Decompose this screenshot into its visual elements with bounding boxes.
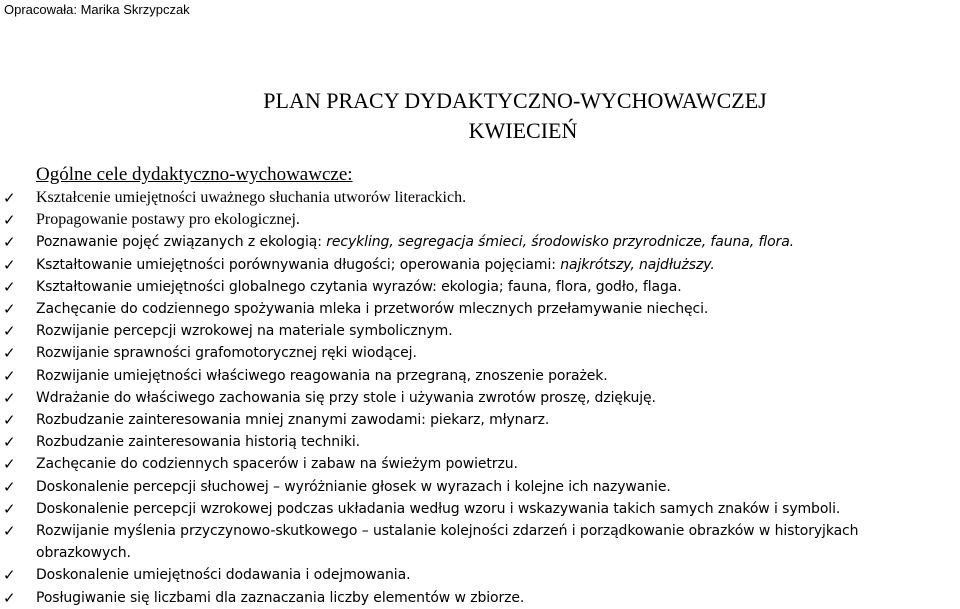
list-item bbox=[0, 320, 960, 342]
list-item bbox=[0, 187, 960, 209]
check-icon: ✓ bbox=[3, 189, 16, 207]
check-icon: ✓ bbox=[3, 366, 16, 385]
list-item-text: Doskonalenie percepcji wzrokowej podczas układania według wzoru i wskazywania takich samych znaków i symboli. bbox=[36, 500, 841, 517]
check-icon: ✓ bbox=[3, 477, 16, 496]
list-item-text: Rozbudzanie zainteresowania historią techniki. bbox=[36, 434, 361, 451]
list-item-text: Rozbudzanie zainteresowania mniej znanymi zawodami: piekarz, młynarz. bbox=[36, 412, 550, 429]
list-item bbox=[0, 498, 960, 520]
check-icon: ✓ bbox=[3, 322, 16, 341]
check-icon: ✓ bbox=[3, 255, 16, 274]
check-icon: ✓ bbox=[3, 566, 16, 585]
list-item-text: Rozwijanie sprawności grafomotorycznej ręki wiodącej. bbox=[36, 345, 417, 362]
list-item bbox=[0, 587, 960, 609]
check-icon: ✓ bbox=[3, 300, 16, 319]
section-heading: Ogólne cele dydaktyczno-wychowawcze: bbox=[36, 164, 353, 185]
list-item bbox=[0, 520, 960, 564]
list-item bbox=[0, 276, 960, 298]
list-item bbox=[0, 342, 960, 364]
check-icon: ✓ bbox=[3, 344, 16, 363]
list-item-text: Poznawanie pojęć związanych z ekologią: bbox=[36, 234, 327, 251]
list-item bbox=[0, 298, 960, 320]
check-icon: ✓ bbox=[3, 499, 16, 518]
check-icon: ✓ bbox=[3, 433, 16, 452]
list-item bbox=[0, 453, 960, 475]
list-item-text: Rozwijanie myślenia przyczynowo-skutkowego – ustalanie kolejności zdarzeń i porządkowanie obrazków w historyjkach obrazkowych. bbox=[36, 523, 859, 562]
list-item bbox=[0, 231, 960, 253]
list-item bbox=[0, 387, 960, 409]
list-item-text: Doskonalenie umiejętności dodawania i odejmowania. bbox=[36, 567, 411, 584]
list-item bbox=[0, 564, 960, 586]
list-item-text: Wdrażanie do właściwego zachowania się przy stole i używania zwrotów proszę, dziękuję. bbox=[36, 389, 656, 406]
title-line-1: PLAN PRACY DYDAKTYCZNO-WYCHOWAWCZEJ bbox=[263, 88, 767, 113]
list-item bbox=[0, 431, 960, 453]
list-item-italic: recykling, segregacja śmieci, środowisko przyrodnicze, fauna, flora. bbox=[326, 234, 795, 251]
page-title bbox=[0, 86, 960, 146]
list-item-text: Kształtowanie umiejętności porównywania długości; operowania pojęciami: bbox=[36, 256, 561, 273]
list-item-text: Kształtowanie umiejętności globalnego czytania wyrazów: ekologia; fauna, flora, godło, flaga. bbox=[36, 278, 682, 295]
check-icon: ✓ bbox=[3, 211, 16, 230]
author-line: Opracowała: Marika Skrzypczak bbox=[4, 2, 190, 17]
list-item-text: Propagowanie postawy pro ekologicznej. bbox=[36, 211, 300, 229]
list-item-text: Posługiwanie się liczbami dla zaznaczania liczby elementów w zbiorze. bbox=[36, 589, 525, 606]
title-line-2: KWIECIEŃ bbox=[468, 118, 578, 143]
list-item-text: Zachęcanie do codziennych spacerów i zabaw na świeżym powietrzu. bbox=[36, 456, 518, 473]
list-item-text: Zachęcanie do codziennego spożywania mleka i przetworów mlecznych przełamywanie niechęci. bbox=[36, 301, 709, 318]
check-icon: ✓ bbox=[3, 588, 16, 607]
goals-list bbox=[0, 187, 960, 609]
list-item bbox=[0, 476, 960, 498]
list-item-text: Rozwijanie umiejętności właściwego reagowania na przegraną, znoszenie porażek. bbox=[36, 367, 608, 384]
list-item-italic: najkrótszy, najdłuższy. bbox=[560, 256, 715, 273]
check-icon: ✓ bbox=[3, 277, 16, 296]
check-icon: ✓ bbox=[3, 455, 16, 474]
list-item bbox=[0, 365, 960, 387]
list-item-text: Rozwijanie percepcji wzrokowej na materiale symbolicznym. bbox=[36, 323, 453, 340]
list-item bbox=[0, 409, 960, 431]
list-item-text: Doskonalenie percepcji słuchowej – wyróżnianie głosek w wyrazach i kolejne ich nazywanie. bbox=[36, 478, 671, 495]
list-item-text: Kształcenie umiejętności uważnego słuchania utworów literackich. bbox=[36, 189, 467, 206]
check-icon: ✓ bbox=[3, 411, 16, 430]
list-item bbox=[0, 209, 960, 231]
check-icon: ✓ bbox=[3, 233, 16, 252]
list-item bbox=[0, 254, 960, 276]
check-icon: ✓ bbox=[3, 388, 16, 407]
check-icon: ✓ bbox=[3, 522, 16, 541]
